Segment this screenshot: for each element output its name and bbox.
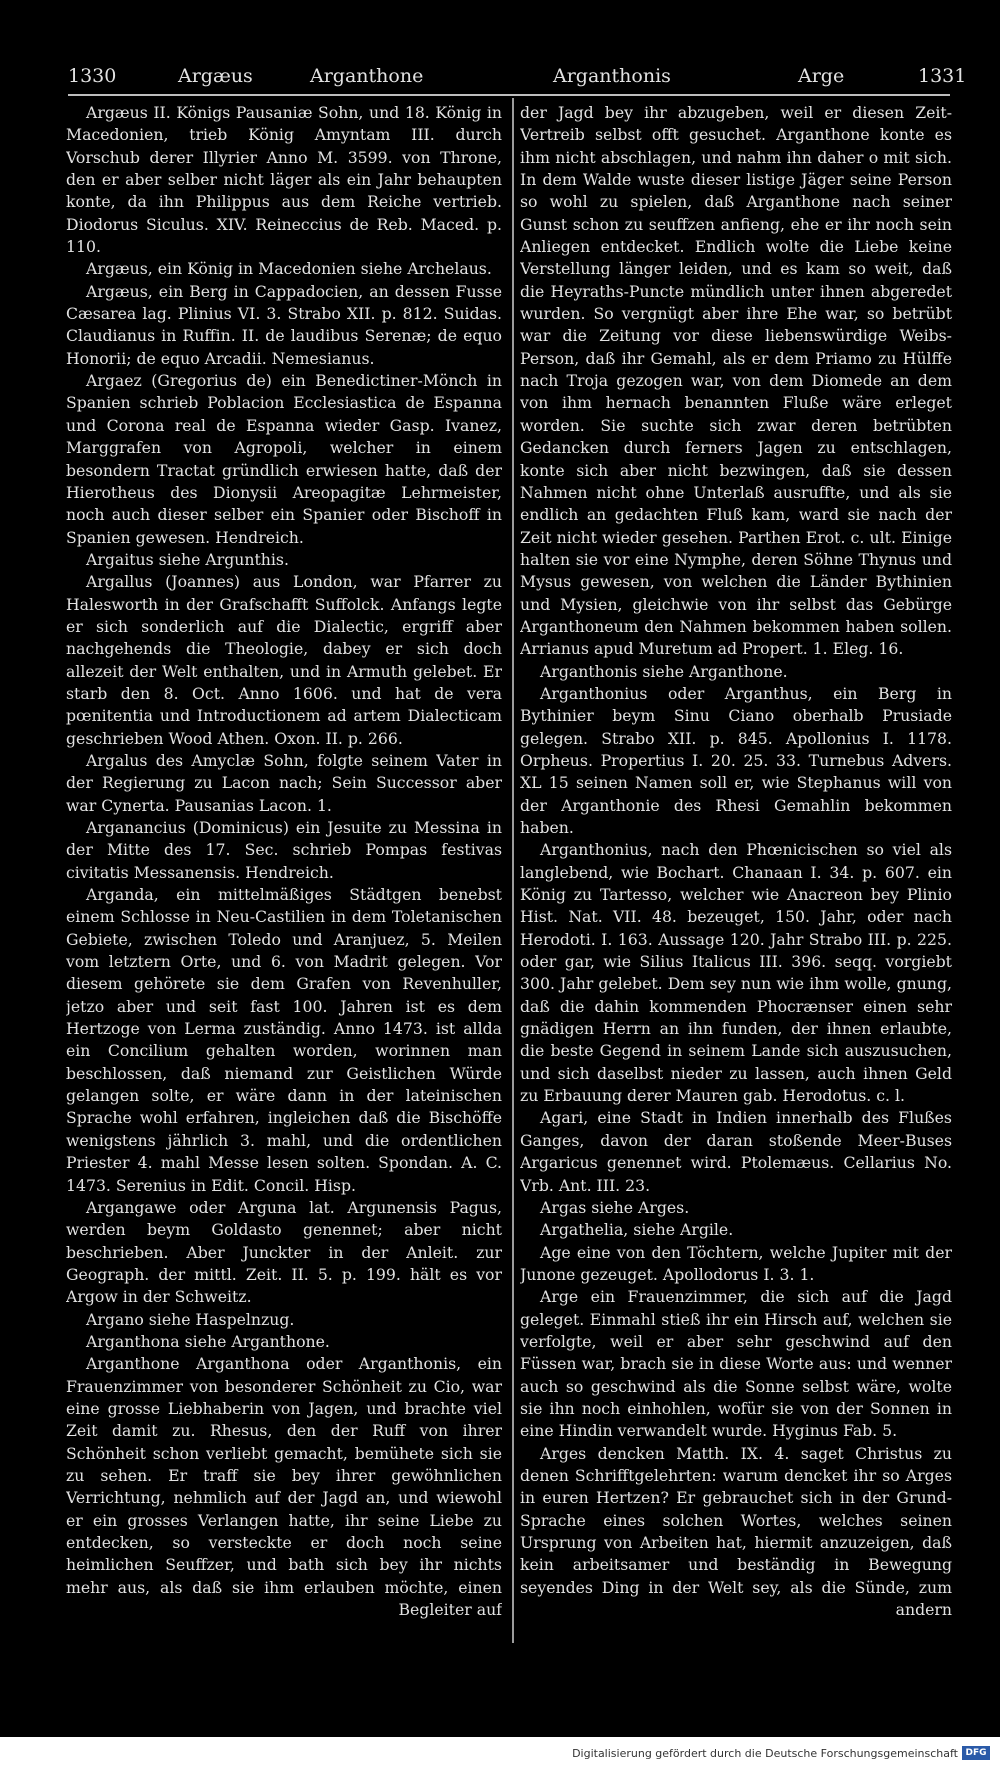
page-number-left: 1330: [68, 65, 117, 87]
dfg-logo-icon: DFG: [962, 1746, 990, 1760]
page-number-right: 1331: [918, 65, 967, 87]
footer-credit: Digitalisierung gefördert durch die Deutsche Forschungsgemeinschaft: [572, 1747, 958, 1760]
dictionary-entry: Agari, eine Stadt in Indien innerhalb des Flußes Ganges, davon der daran stoßende Meer-Buses Argaricus genennet wird. Ptolemæus. Cellarius No. Vrb. Ant. III. 23.: [520, 1108, 952, 1195]
column-divider: [512, 98, 514, 1643]
dictionary-entry: Argæus, ein König in Macedonien siehe Archelaus.: [86, 259, 492, 279]
dictionary-entry: Arganthonis siehe Arganthone.: [540, 661, 788, 681]
left-column: [66, 102, 502, 1647]
dictionary-entry: Arganthonius, nach den Phœnicischen so viel als langlebend, wie Bochart. Chanaan I. 34. p. 607. ein König zu Tartesso, welcher wie Anacreon bey Plinio Hist. Nat. VII. 48. bezeuget, 150. Jahr, oder nach Herodoti. I. 163. Aussage 120. Jahr Strabo III. p. 225. oder gar, wie Silius Italicus III. 396. seqq. vorgiebt 300. Jahr gelebet. Dem sey nun wie ihm wolle, gnung, daß die dahin kommenden Phocrænser einen sehr gnädigen Herrn an ihn funden, der ihnen erlaubte, die beste Gegend in seinem Lande sich auszusuchen, und sich daselbst nieder zu lassen, auch ihnen Geld zu Erbauung derer Mauren gab. Herodotus. c. l.: [520, 840, 952, 1106]
header-word-1: Argæus: [178, 65, 253, 87]
dictionary-entry: Argallus (Joannes) aus London, war Pfarrer zu Halesworth in der Grafschafft Suffolck. Anfangs legte er sich sonderlich auf die Dialectic, ergriff aber nachgehends die Theologie, dabey er sich doch allezeit der Welt enthalten, und in Armuth gelebet. Er starb den 8. Oct. Anno 1606. und hat de vera pœnitentia und Introductionem ad artem Dialecticam geschrieben Wood Athen. Oxon. II. p. 266.: [66, 572, 502, 748]
dictionary-entry: Argaitus siehe Argunthis.: [86, 549, 289, 569]
header-word-2: Arganthone: [310, 65, 424, 87]
dictionary-entry: Arganthone Arganthona oder Arganthonis, ein Frauenzimmer von besonderer Schönheit zu Cio, war eine grosse Liebhaberin von Jagen, und brachte viel Zeit damit zu. Rhesus, den der Ruff von ihrer Schönheit schon verliebt gemacht, bemühete sich sie zu sehen. Er traff sie bey ihrer gewöhnlichen Verrichtung, nehmlich auf der Jagd an, und wiewohl er ein grosses Verlangen hatte, ihr seine Liebe zu entdecken, so versteckte er doch noch seine heimlichen Seuffzer, und bath sich bey ihr nichts mehr aus, als daß sie ihm erlauben möchte, einen Begleiter auf: [66, 1354, 502, 1620]
dictionary-entry: der Jagd bey ihr abzugeben, weil er diesen Zeit-Vertreib selbst offt gesuchet. Arganthone konte es ihm nicht abschlagen, und nahm ihn daher o mit sich. In dem Walde wuste dieser listige Jäger seine Person so wohl zu spielen, daß Arganthone nach seiner Gunst schon zu seuffzen anfieng, ehe er ihr noch sein Anliegen entdecket. Endlich wolte die Liebe keine Verstellung länger leiden, und es kam so weit, daß die Heyraths-Puncte mündlich unter ihnen abgeredet wurden. So vergnügt aber ihre Ehe war, so betrübt war die Zeitung vor diese liebenswürdige Weibs-Person, daß ihr Gemahl, als er dem Priamo zu Hülffe nach Troja gezogen war, von dem Diomede an dem von ihm hernach benannten Fluße wäre erleget worden. Sie suchte sich zwar deren betrübten Gedancken durch ferners Jagen zu entschlagen, konte sich aber nicht bezwingen, daß sie dessen Nahmen nicht ohne Unterlaß ausruffte, und als sie endlich an gedachten Fluß kam, ward sie nach der Zeit nicht wieder gesehen. Parthen Erot. c. ult. Einige halten sie vor eine Nymphe, deren Söhne Thynus und Mysus gewesen, von welchen die Länder Bythinien und Mysien, gleichwie von ihr selbst das Gebürge Arganthoneum den Nahmen bekommen haben sollen. Arrianus apud Muretum ad Propert. 1. Eleg. 16.: [520, 103, 952, 659]
dictionary-entry: Argano siehe Haspelnzug.: [86, 1309, 295, 1329]
dictionary-entry: Argangawe oder Arguna lat. Argunensis Pagus, werden beym Goldasto genennet; aber nicht beschrieben. Aber Junckter in der Anleit. zur Geograph. der mittl. Zeit. II. 5. p. 199. hält es vor Argow in der Schweitz.: [66, 1197, 502, 1307]
dictionary-entry: Argalus des Amyclæ Sohn, folgte seinem Vater in der Regierung zu Lacon nach; Sein Successor aber war Cynerta. Pausanias Lacon. 1.: [66, 750, 502, 815]
dictionary-entry: Argas siehe Arges.: [540, 1197, 690, 1217]
digitization-footer: [0, 1737, 1000, 1770]
dictionary-entry: Arge ein Frauenzimmer, die sich auf die Jagd geleget. Einmahl stieß ihr ein Hirsch auf, welchen sie verfolgte, weil er aber sehr geschwind auf den Füssen war, brach sie in diese Worte aus: und wenner auch so geschwind als die Sonne selbst wäre, wolte sie ihn noch einhohlen, wofür sie von der Sonnen in eine Hindin verwandelt wurde. Hyginus Fab. 5.: [520, 1287, 952, 1441]
dictionary-entry: Arganthona siehe Arganthone.: [86, 1331, 330, 1351]
dictionary-entry: Arges dencken Matth. IX. 4. saget Christus zu denen Schrifftgelehrten: warum dencket ihr so Arges in euren Hertzen? Er gebrauchet sich in der Grund-Sprache eines solchen Wortes, welches seinen Ursprung von Arbeiten hat, hiermit anzuzeigen, daß kein arbeitsamer und beständig in Bewegung seyendes Ding in der Welt sey, als die Sünde, zum andern: [520, 1443, 952, 1620]
dictionary-entry: Argæus II. Königs Pausaniæ Sohn, und 18. König in Macedonien, trieb König Amyntam III. durch Vorschub derer Illyrier Anno M. 3599. von Throne, den er aber selber nicht läger als ein Jahr behaupten konte, da ihn Philippus aus dem Reiche vertrieb. Diodorus Siculus. XIV. Reineccius de Reb. Maced. p. 110.: [66, 103, 502, 257]
page-header: [68, 58, 967, 96]
header-word-4: Arge: [798, 65, 845, 87]
dictionary-entry: Arganthonius oder Arganthus, ein Berg in Bythinier beym Sinu Ciano oberhalb Prusiade gelegen. Strabo XII. p. 845. Apollonius I. 1178. Orpheus. Propertius I. 20. 25. 33. Turnebus Advers. XL 15 seinen Namen soll er, wie Stephanus will von der Arganthonie des Rhesi Gemahlin bekommen haben.: [520, 683, 952, 837]
dictionary-entry: Age eine von den Töchtern, welche Jupiter mit der Junone gezeuget. Apollodorus I. 3. 1.: [520, 1242, 952, 1284]
dictionary-entry: Arganancius (Dominicus) ein Jesuite zu Messina in der Mitte des 17. Sec. schrieb Pompas festivas civitatis Messanensis. Hendreich.: [66, 818, 502, 882]
header-word-3: Arganthonis: [553, 65, 671, 87]
dictionary-entry: Argæus, ein Berg in Cappadocien, an dessen Fusse Cæsarea lag. Plinius VI. 3. Strabo XII. p. 812. Suidas. Claudianus in Ruffin. II. de laudibus Serenæ; de equo Honorii; de equo Arcadii. Nemesianus.: [66, 281, 502, 368]
dictionary-entry: Arganda, ein mittelmäßiges Städtgen benebst einem Schlosse in Neu-Castilien in dem Toletanischen Gebiete, zwischen Toledo und Aranjuez, 5. Meilen vom letztern Orte, und 6. von Madrit gelegen. Vor diesem gehörete sie dem Grafen von Revenhuller, jetzo aber und seit fast 100. Jahren ist es dem Hertzoge von Lerma zuständig. Anno 1473. ist allda ein Concilium gehalten worden, worinnen man beschlossen, daß niemand zur Geistlichen Würde gelangen solte, er wäre dann in der lateinischen Sprache wohl erfahren, ingleichen daß die Bischöffe wenigstens jährlich 3. mahl, und die ordentlichen Priester 4. mahl Messe lesen solten. Spondan. A. C. 1473. Serenius in Edit. Concil. Hisp.: [66, 885, 502, 1195]
right-column: [520, 102, 952, 1647]
dictionary-entry: Argathelia, siehe Argile.: [540, 1220, 734, 1240]
dictionary-entry: Argaez (Gregorius de) ein Benedictiner-Mönch in Spanien schrieb Poblacion Ecclesiastica de Espanna und Corona real de Espanna wieder Gasp. Ivanez, Marggrafen von Agropoli, welcher in einem besondern Tractat gründlich erwiesen hatte, daß der Hierotheus des Dionysii Areopagitæ Lehrmeister, noch auch dieser selber ein Spanier oder Bischoff in Spanien gewesen. Hendreich.: [66, 371, 502, 547]
